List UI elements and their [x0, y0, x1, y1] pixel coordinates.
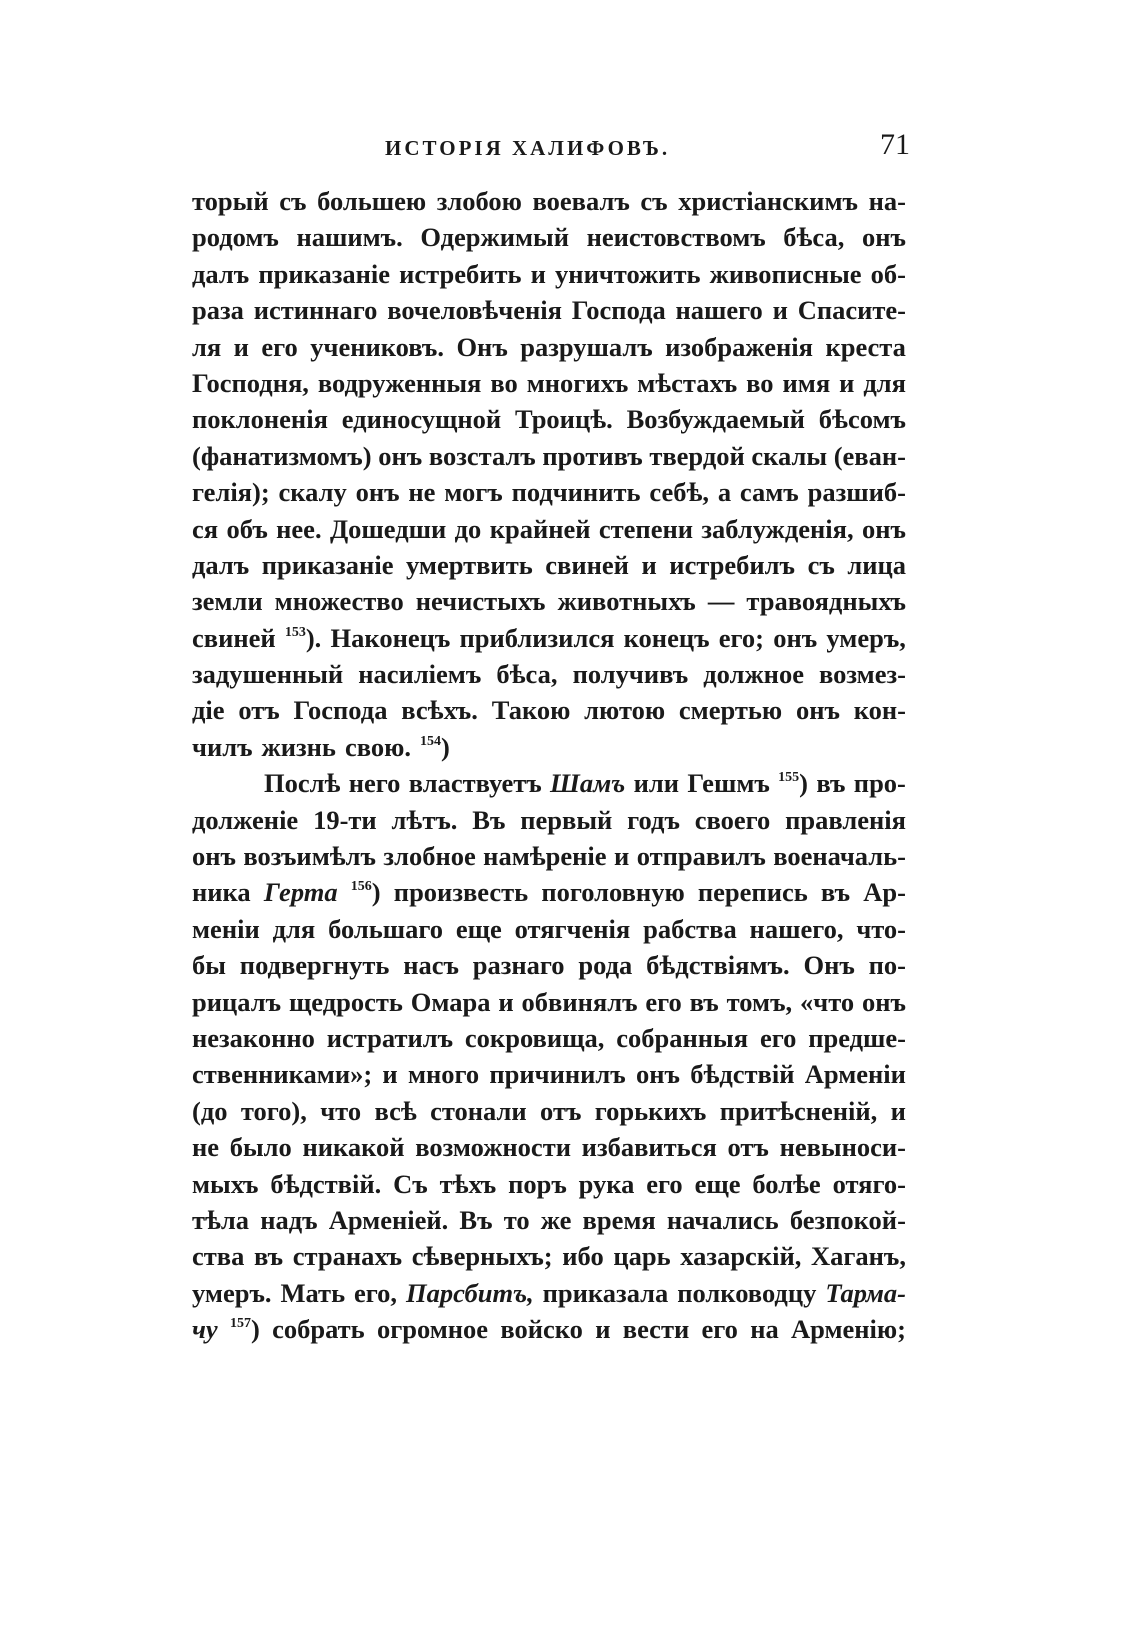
word: Герта	[263, 877, 338, 908]
footnote-ref: $^{156}$)	[350, 877, 381, 908]
word: приказаніе	[258, 258, 391, 289]
word: родомъ	[192, 222, 279, 253]
word: же	[540, 1204, 572, 1235]
word: скалы	[751, 440, 828, 471]
text-line	[192, 620, 906, 656]
word: Онъ	[456, 331, 508, 362]
footnote-ref: $^{157}$)	[229, 1314, 260, 1345]
word: про-	[853, 768, 906, 799]
text-line	[192, 365, 906, 401]
word: разшиб-	[807, 477, 906, 508]
word: всѣхъ.	[401, 695, 478, 726]
word: Съ	[393, 1168, 428, 1199]
word: злобное	[383, 841, 476, 872]
word: воевалъ	[532, 186, 630, 216]
word: еще	[694, 1168, 741, 1199]
word: него	[348, 768, 401, 799]
word: отягченія	[514, 913, 631, 944]
footnote-ref: $^{153}$).	[284, 622, 322, 653]
text-line	[192, 947, 906, 983]
word: отяго-	[832, 1168, 906, 1199]
word: того),	[240, 1095, 307, 1126]
word: обвинялъ	[521, 986, 638, 1017]
word: отъ	[238, 695, 280, 726]
word: онъ	[355, 477, 400, 508]
word: ства	[192, 1241, 245, 1272]
word: предше-	[808, 1022, 906, 1053]
word: заблужденія,	[701, 513, 854, 544]
word: бѣса,	[496, 659, 558, 690]
word: животныхъ	[557, 586, 696, 617]
word: странахъ	[292, 1241, 403, 1272]
text-line	[192, 802, 906, 838]
word: 19-ти	[313, 804, 377, 835]
word: время	[582, 1204, 656, 1235]
word: отправилъ	[636, 841, 766, 872]
word: съ	[807, 549, 835, 580]
text-line	[192, 984, 906, 1020]
word: а	[717, 477, 732, 508]
word: мыхъ	[192, 1168, 259, 1199]
word: полководцу	[677, 1277, 817, 1308]
word: крайней	[489, 513, 591, 544]
word: «что	[800, 986, 855, 1017]
body-text	[192, 183, 906, 1348]
word: Наконецъ	[330, 622, 451, 653]
word: Парсбитъ,	[406, 1277, 534, 1308]
word: земли	[192, 586, 263, 617]
word: тѣхъ	[439, 1168, 497, 1199]
word: бы	[192, 950, 226, 981]
word: бѣдствій.	[270, 1168, 382, 1199]
word: Онъ	[803, 950, 855, 981]
word: живописные	[709, 258, 862, 289]
word: бѣдствіямъ.	[646, 950, 790, 981]
word: его	[645, 986, 682, 1017]
word: твердой	[649, 440, 745, 471]
word: изображенія	[665, 331, 813, 362]
word: водруженныя	[317, 367, 482, 398]
word: царь	[613, 1241, 671, 1272]
word: бѣса,	[783, 222, 845, 253]
word: лѣтъ.	[391, 804, 458, 835]
word: свиней	[192, 622, 276, 653]
word: онъ	[861, 222, 906, 253]
word: мѣстахъ	[637, 367, 738, 398]
word: насъ	[403, 950, 459, 981]
word: и	[613, 841, 630, 872]
text-line	[192, 1166, 906, 1202]
text-line	[192, 219, 906, 255]
word: Арменію;	[791, 1314, 906, 1345]
word: должное	[703, 659, 804, 690]
word: первый	[520, 804, 613, 835]
word: и	[382, 1059, 398, 1090]
word: его	[759, 1022, 797, 1053]
text-line	[192, 1020, 906, 1056]
text-line	[192, 1275, 906, 1311]
word: всѣ	[374, 1095, 417, 1126]
word: для	[272, 913, 316, 944]
word: поръ	[508, 1168, 567, 1199]
paragraph-1	[192, 183, 906, 765]
word: огромное	[376, 1314, 489, 1345]
word: нашимъ.	[296, 222, 403, 253]
word: бѣдствій	[690, 1059, 795, 1090]
word: Господа	[293, 695, 388, 726]
text-line	[192, 838, 906, 874]
word: рода	[578, 950, 633, 981]
text-line	[192, 474, 906, 510]
word: возможности	[415, 1132, 571, 1163]
word: (еван-	[833, 440, 906, 471]
word: не	[192, 1132, 220, 1163]
word: учениковъ.	[310, 331, 444, 362]
word: его,	[354, 1277, 398, 1308]
word: степени	[598, 513, 693, 544]
word: войско	[500, 1314, 583, 1345]
word: во	[746, 367, 774, 398]
word: Троицѣ.	[515, 404, 613, 435]
word: смертью	[678, 695, 783, 726]
word: онъ	[862, 986, 906, 1017]
word: горькихъ	[594, 1095, 707, 1126]
word: и	[530, 258, 546, 289]
word: его;	[718, 622, 764, 653]
word: разрушалъ	[520, 331, 653, 362]
word: ника	[192, 877, 251, 908]
word: для	[863, 367, 906, 398]
word: Возбуждаемый	[626, 404, 805, 435]
word: и	[839, 367, 855, 398]
word: правленія	[785, 804, 906, 835]
word: получивъ	[572, 659, 689, 690]
text-line	[192, 1311, 906, 1347]
word: истиннаго	[253, 295, 378, 326]
word: ибо	[562, 1241, 604, 1272]
word: на-	[868, 186, 906, 216]
word: діе	[192, 695, 225, 726]
word: противъ	[542, 440, 643, 471]
word: своего	[694, 804, 771, 835]
word: скалу	[278, 477, 347, 508]
word: и	[772, 295, 788, 326]
word: въ	[820, 877, 851, 908]
word: онъ	[192, 841, 236, 872]
text-line	[192, 511, 906, 547]
word: объ	[226, 513, 268, 544]
word: стонали	[430, 1095, 527, 1126]
word: бѣсомъ	[818, 404, 906, 435]
word: гелія);	[192, 477, 270, 508]
word: отъ	[727, 1132, 769, 1163]
word: и	[498, 986, 514, 1017]
word: христіанскимъ	[678, 186, 858, 216]
footnote-ref: $^{154}$)	[419, 731, 450, 762]
text-line	[192, 874, 906, 910]
text-line	[192, 183, 906, 219]
text-line	[192, 1056, 906, 1092]
word: никакой	[302, 1132, 405, 1163]
running-title: ИСТОРІЯ ХАЛИФОВЪ.	[385, 136, 671, 160]
word: отъ	[540, 1095, 582, 1126]
word: большаго	[328, 913, 443, 944]
word: множество	[274, 586, 404, 617]
word: подчинить	[511, 477, 641, 508]
word: жизнь	[261, 731, 336, 762]
text-line	[192, 1238, 906, 1274]
word: начались	[666, 1204, 779, 1235]
word: (фанатизмомъ)	[192, 440, 372, 471]
word: произвесть	[393, 877, 529, 908]
text-line	[192, 329, 906, 365]
word: надъ	[260, 1204, 318, 1235]
word: болѣе	[752, 1168, 821, 1199]
word: и	[890, 1095, 906, 1126]
word: причинилъ	[489, 1059, 626, 1090]
word: безпокой-	[789, 1204, 906, 1235]
word: истребилъ	[669, 549, 796, 580]
word: Арменіи	[804, 1059, 906, 1090]
word: Спасите-	[797, 295, 906, 326]
word: истребить	[399, 258, 522, 289]
word: умертвить	[406, 549, 533, 580]
word: большею	[317, 186, 427, 216]
paragraph-2	[192, 765, 906, 1347]
word: чилъ	[192, 731, 253, 762]
word: меніи	[192, 913, 260, 944]
word: имя	[782, 367, 831, 398]
text-line	[192, 692, 906, 728]
word: раза	[192, 295, 244, 326]
word: до	[454, 513, 482, 544]
word: лютою	[584, 695, 666, 726]
word: самъ	[739, 477, 799, 508]
word: Послѣ	[264, 768, 341, 799]
word: умеръ,	[826, 622, 906, 653]
word: нее.	[276, 513, 322, 544]
text-line	[192, 401, 906, 437]
word: конецъ	[623, 622, 710, 653]
word: невыноси-	[779, 1132, 906, 1163]
word: въ	[816, 768, 846, 799]
text-line	[192, 583, 906, 619]
word: задушенный	[192, 659, 344, 690]
word: много	[407, 1059, 480, 1090]
word: рабства	[643, 913, 737, 944]
word: долженіе	[192, 804, 299, 835]
word: не	[408, 477, 436, 508]
word: томъ,	[726, 986, 793, 1017]
word: Шамъ	[550, 768, 626, 799]
word: онъ	[636, 1059, 680, 1090]
word: рицалъ	[192, 986, 282, 1017]
word: или	[633, 768, 679, 799]
word: Мать	[280, 1277, 346, 1308]
word: нечистыхъ	[415, 586, 546, 617]
word: и	[595, 1314, 611, 1345]
word: въ	[689, 986, 719, 1017]
word: свою.	[344, 731, 411, 762]
word: рука	[578, 1168, 635, 1199]
word: онъ	[773, 622, 818, 653]
word: его	[701, 1314, 738, 1345]
word: избавиться	[581, 1132, 717, 1163]
word: возъимѣлъ	[243, 841, 376, 872]
word: и	[641, 549, 657, 580]
text-line	[192, 656, 906, 692]
word: собрать	[272, 1314, 365, 1345]
word: годъ	[627, 804, 680, 835]
word: онъ	[795, 695, 840, 726]
word: его	[646, 1168, 683, 1199]
text-line	[192, 1202, 906, 1238]
word: возсталъ	[428, 440, 536, 471]
word: Тарма-	[825, 1277, 906, 1308]
word: неистовствомъ	[586, 222, 766, 253]
word: военачаль-	[773, 841, 906, 872]
word: —	[707, 586, 735, 617]
word: Гешмъ	[687, 768, 770, 799]
word: Одержимый	[420, 222, 570, 253]
word: незаконно	[192, 1022, 315, 1053]
word: на	[750, 1314, 779, 1345]
word: ля	[192, 331, 222, 362]
word: Такою	[491, 695, 571, 726]
word: приказаніе	[261, 549, 394, 580]
text-line	[192, 256, 906, 292]
word: Въ	[459, 1204, 493, 1235]
word: умеръ.	[192, 1277, 272, 1308]
word: об-	[870, 258, 906, 289]
word: истратилъ	[326, 1022, 454, 1053]
word: то	[503, 1204, 530, 1235]
word: (до	[192, 1095, 228, 1126]
word: свиней	[545, 549, 629, 580]
word: Дошедши	[329, 513, 447, 544]
word: съ	[279, 186, 307, 216]
page-header	[190, 128, 910, 168]
word: его	[261, 331, 298, 362]
word: торый	[192, 186, 269, 216]
word: Господа	[571, 295, 666, 326]
word: злобою	[436, 186, 522, 216]
word: сокровища,	[464, 1022, 605, 1053]
word: Ар-	[863, 877, 906, 908]
word: притѣсненій,	[719, 1095, 878, 1126]
word: нашего,	[749, 913, 844, 944]
word: травоядныхъ	[746, 586, 906, 617]
word: и	[233, 331, 249, 362]
word: собранныя	[616, 1022, 749, 1053]
word: Хаганъ,	[810, 1241, 906, 1272]
word: онъ	[861, 513, 906, 544]
word: сѣверныхъ;	[411, 1241, 553, 1272]
text-line	[192, 1093, 906, 1129]
word: Господня,	[192, 367, 309, 398]
word: онъ	[378, 440, 423, 471]
word: могъ	[444, 477, 503, 508]
word: ственниками»;	[192, 1059, 373, 1090]
word: въ	[253, 1241, 284, 1272]
word: щедрость	[288, 986, 403, 1017]
word: единосущной	[341, 404, 502, 435]
word: разнаго	[472, 950, 565, 981]
word: поклоненія	[192, 404, 328, 435]
word: что	[320, 1095, 362, 1126]
word: вести	[622, 1314, 690, 1345]
text-line	[192, 292, 906, 328]
word: что-	[856, 913, 906, 944]
text-line	[192, 438, 906, 474]
word: поголовную	[541, 877, 685, 908]
word: кон-	[853, 695, 906, 726]
word: возмез-	[819, 659, 906, 690]
text-line	[192, 729, 906, 765]
word: вочеловѣченія	[387, 295, 562, 326]
word: было	[229, 1132, 292, 1163]
word: перепись	[697, 877, 808, 908]
word: намѣреніе	[483, 841, 607, 872]
text-line	[192, 765, 906, 801]
word: чу	[192, 1314, 218, 1345]
word: креста	[825, 331, 906, 362]
word: себѣ,	[649, 477, 709, 508]
word: по-	[868, 950, 906, 981]
word: нашего	[675, 295, 763, 326]
page-number: 71	[880, 128, 910, 161]
word: съ	[640, 186, 668, 216]
word: насиліемъ	[358, 659, 482, 690]
word: далъ	[192, 258, 250, 289]
word: уничтожить	[555, 258, 701, 289]
word: Арменіей.	[328, 1204, 449, 1235]
word: еще	[455, 913, 502, 944]
word: лица	[847, 549, 906, 580]
text-line	[192, 911, 906, 947]
word: далъ	[192, 549, 250, 580]
word: властвуетъ	[408, 768, 542, 799]
word: тѣла	[192, 1204, 250, 1235]
word: приказала	[542, 1277, 669, 1308]
footnote-ref: $^{155}$)	[778, 768, 808, 799]
word: ся	[192, 513, 219, 544]
word: многихъ	[526, 367, 629, 398]
text-line	[192, 547, 906, 583]
word: приблизился	[459, 622, 615, 653]
word: во	[490, 367, 518, 398]
word: Омара	[410, 986, 491, 1017]
word: хазарскій,	[680, 1241, 802, 1272]
text-line	[192, 1129, 906, 1165]
word: подвергнуть	[239, 950, 390, 981]
word: Въ	[472, 804, 506, 835]
